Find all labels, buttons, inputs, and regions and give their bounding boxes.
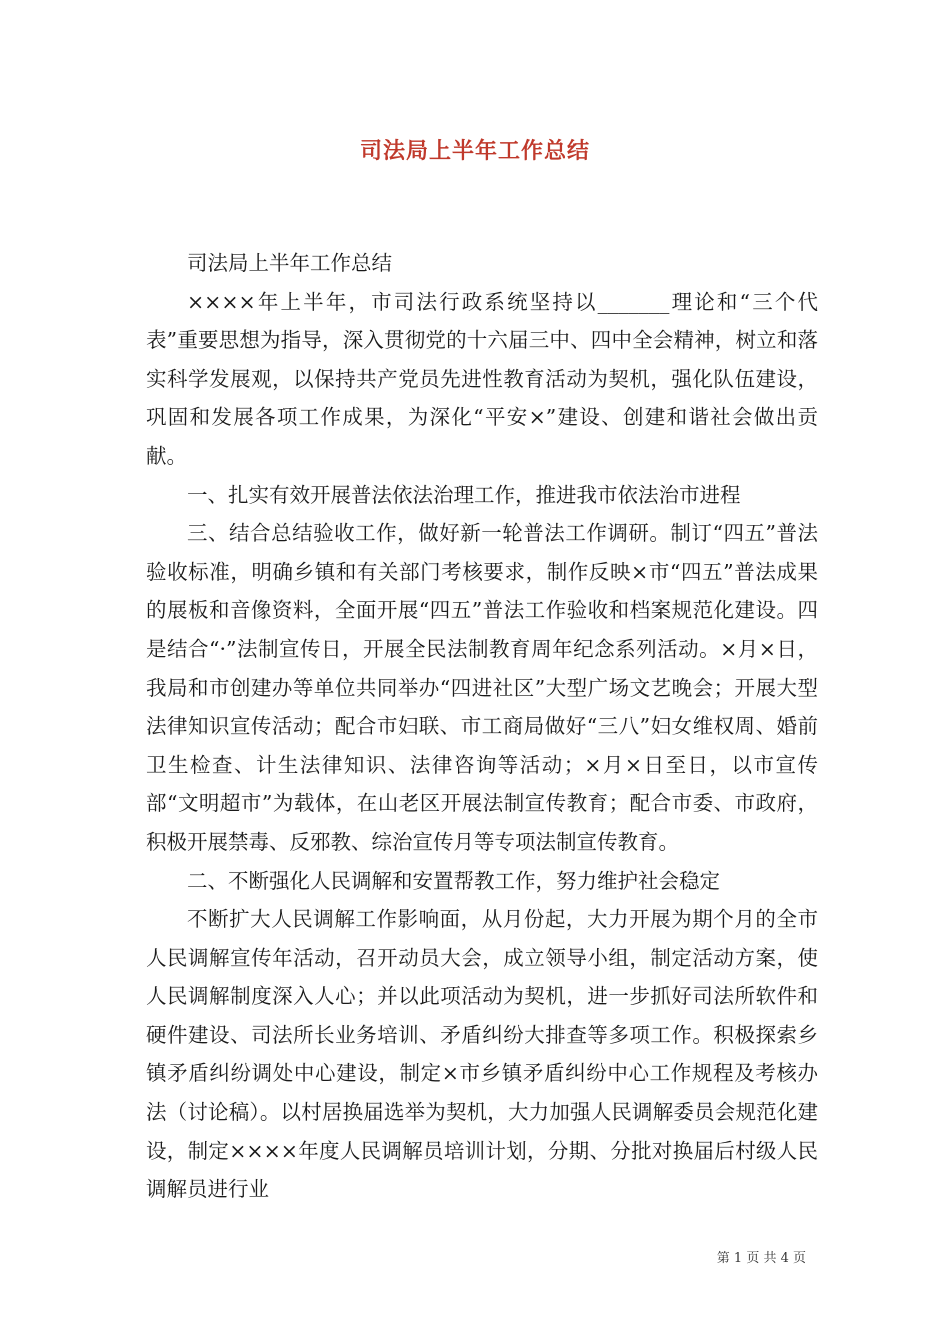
section-heading-2: 二、不断强化人民调解和安置帮教工作，努力维护社会稳定 [187,868,720,893]
section-heading-1: 一、扎实有效开展普法依法治理工作，推进我市依法治市进程 [187,482,741,507]
document-title: 司法局上半年工作总结 [359,139,590,164]
paragraph-heading: 司法局上半年工作总结 [187,251,392,275]
page-number: 第 1 页 共 4 页 [716,1251,806,1266]
document-body [146,244,818,1209]
paragraph-intro: ××××年上半年，市司法行政系统坚持以_______理论和“三个代表”重要思想为指导，深入贯彻党的十六届三中、四中全会精神，树立和落实科学发展观，以保持共产党员先进性教育活动为契机，强化队伍建设，巩固和发展各项工作成果，为深化“平安×”建设、创建和谐社会做出贡献。 [146,289,818,468]
paragraph-mediation: 不断扩大人民调解工作影响面，从月份起，大力开展为期个月的全市人民调解宣传年活动，召开动员大会，成立领导小组，制定活动方案，使人民调解制度深入人心；并以此项活动为契机，进一步抓好司法所软件和硬件建设、司法所长业务培训、矛盾纠纷大排查等多项工作。积极探索乡镇矛盾纠纷调处中心建设，制定×市乡镇矛盾纠纷中心工作规程及考核办法（讨论稿）。以村居换届选举为契机，大力加强人民调解委员会规范化建设，制定××××年度人民调解员培训计划，分期、分批对换届后村级人民调解员进行业 [146,907,818,1202]
paragraph-legal-education: 三、结合总结验收工作，做好新一轮普法工作调研。制订“四五”普法验收标准，明确乡镇和有关部门考核要求，制作反映×市“四五”普法成果的展板和音像资料，全面开展“四五”普法工作验收和档案规范化建设。四是结合“·”法制宣传日，开展全民法制教育周年纪念系列活动。×月×日，我局和市创建办等单位共同举办“四进社区”大型广场文艺晚会；开展大型法律知识宣传活动；配合市妇联、市工商局做好“三八”妇女维权周、婚前卫生检查、计生法律知识、法律咨询等活动；×月×日至日，以市宣传部“文明超市”为载体，在山老区开展法制宣传教育；配合市委、市政府，积极开展禁毒、反邪教、综治宣传月等专项法制宣传教育。 [146,521,818,854]
